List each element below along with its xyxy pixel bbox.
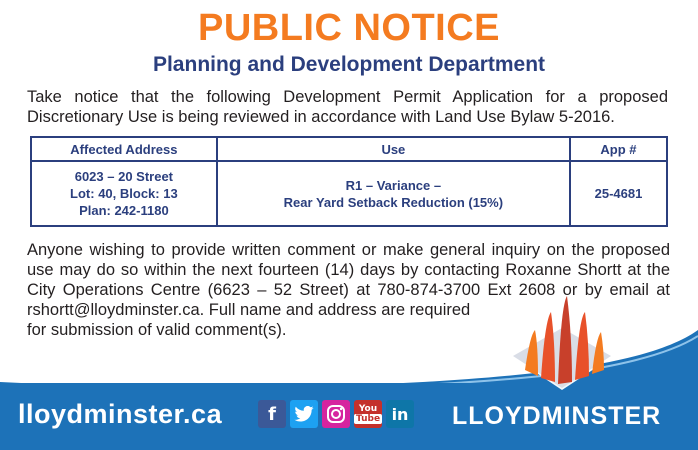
facebook-icon[interactable]: f [258,400,286,428]
cell-address [31,161,217,226]
notice-title: PUBLIC NOTICE [197,7,501,49]
comments-line-3: City Operations Centre (6623 – 52 Street) at 780-874-3700 Ext 2608 or by email at [27,281,670,299]
comments-line-4: rshortt@lloydminster.ca. Full name and address are required [27,301,471,319]
comments-line-1: Anyone wishing to provide written comment or make general inquiry on the proposed [27,241,670,259]
cell-app-number: 25-4681 [570,161,667,226]
cell-use [217,161,570,226]
lloydminster-logo-icon [505,290,620,390]
footer-website-link[interactable]: lloydminster.ca [18,399,223,429]
use-line-2: Rear Yard Setback Reduction (15%) [283,194,504,210]
header-app-number: App # [570,137,667,161]
social-icons [258,400,414,428]
address-lot-block: Lot: 40, Block: 13 [70,186,178,201]
instagram-icon[interactable] [322,400,350,428]
comments-line-2: use may do so within the next fourteen (14) days by contacting Roxanne Shortt at the [27,261,670,279]
department-subtitle: Planning and Development Department [152,53,546,76]
youtube-icon[interactable]: You Tube [354,400,382,428]
brand-wordmark: LLOYDMINSTER [452,402,662,430]
twitter-icon[interactable] [290,400,318,428]
address-street: 6023 – 20 Street [74,169,174,184]
linkedin-icon[interactable]: in [386,400,414,428]
use-line-1: R1 – Variance – [345,177,442,193]
permit-table [30,136,668,227]
header-use: Use [217,137,570,161]
intro-paragraph: Take notice that the following Development Permit Application for a proposed Discretionary Use is being reviewed in accordance with Land Use Bylaw 5-2016. [27,88,668,126]
header-affected-address: Affected Address [31,137,217,161]
address-plan: Plan: 242-1180 [79,203,169,218]
table-row [31,161,667,226]
table-header-row [31,137,667,161]
comments-line-5: for submission of valid comment(s). [27,321,287,339]
